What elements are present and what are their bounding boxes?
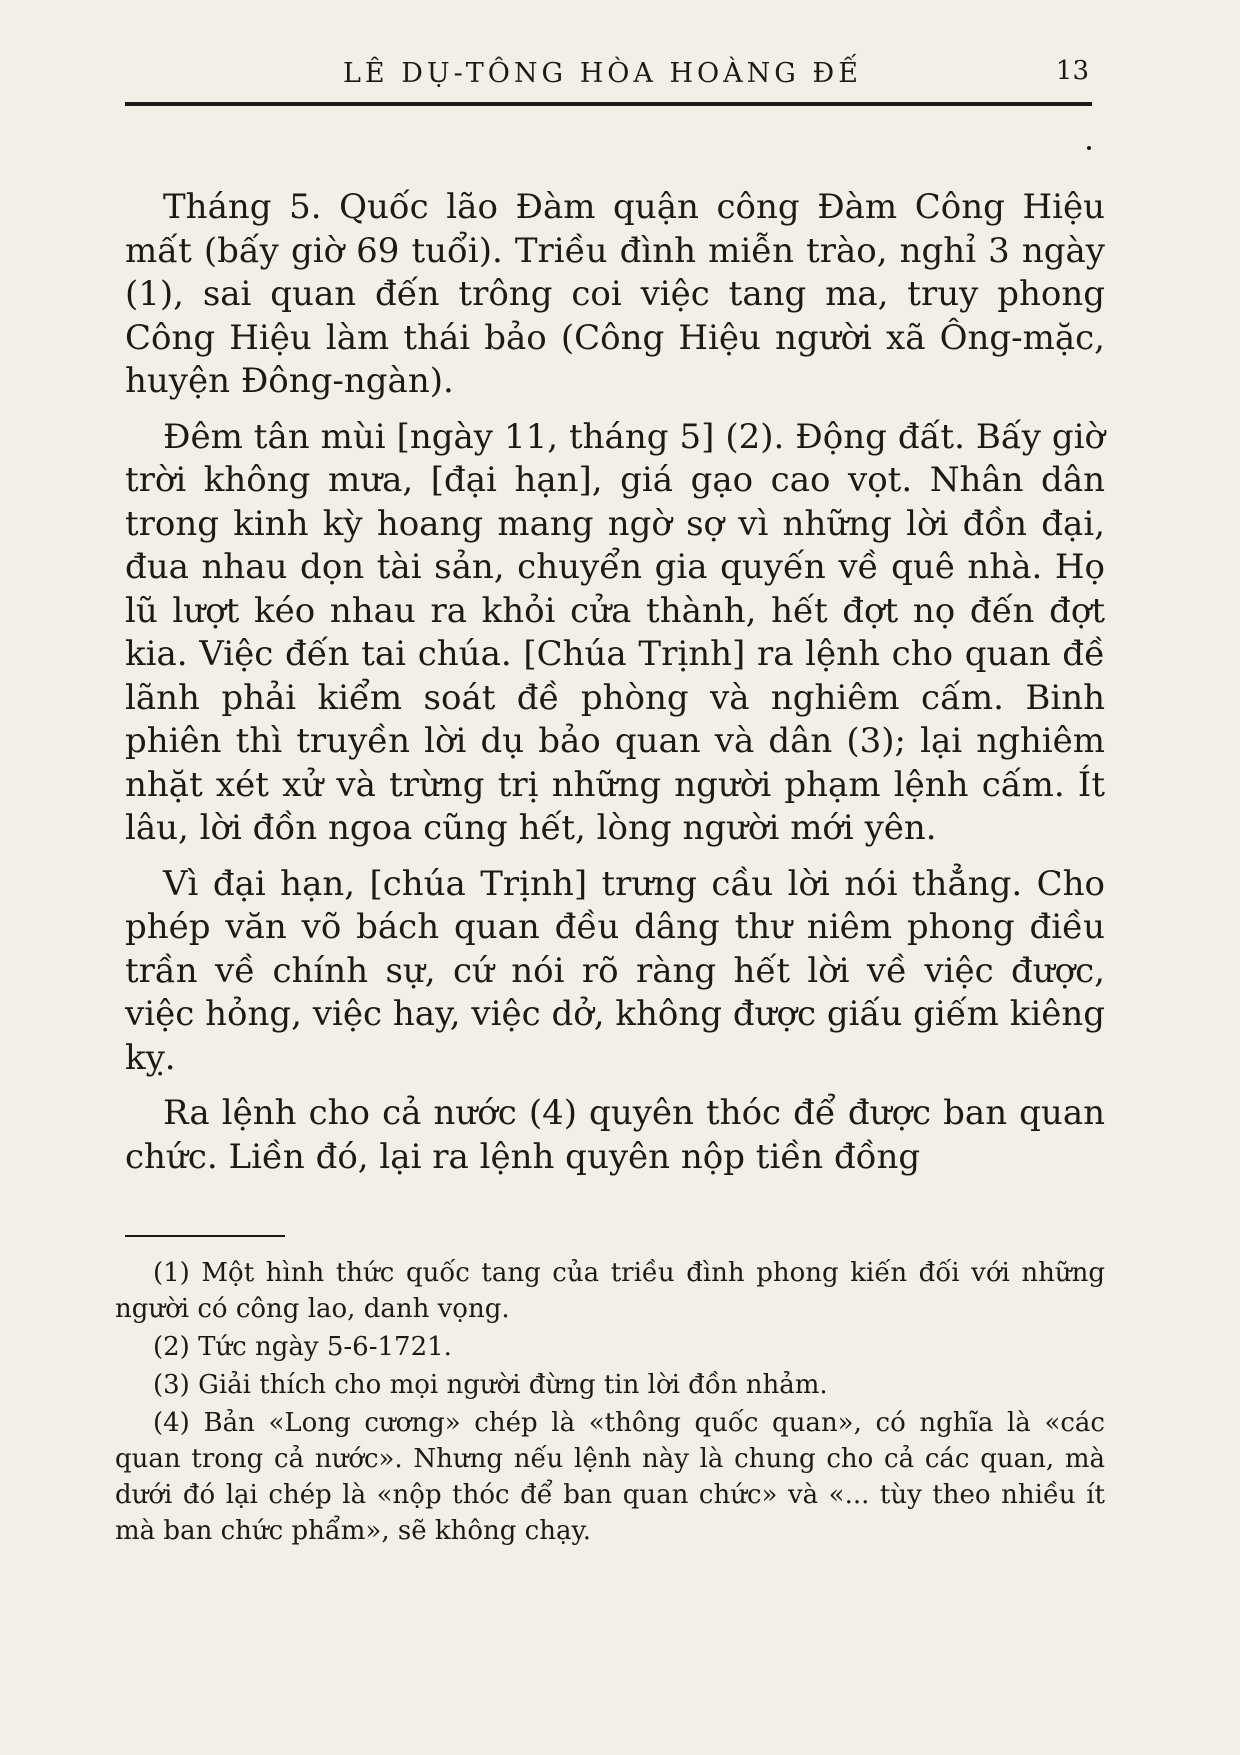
footnote-4: (4) Bản «Long cương» chép là «thông quốc quan», có nghĩa là «các quan trong cả nước». Nhưng nếu lệnh này là chung cho cả các quan, mà dưới đó lại chép là «nộp thóc để ban quan chức» và «... tùy theo nhiều ít mà ban chức phẩm», sẽ không chạy.	[115, 1408, 1105, 1546]
paragraph-1: Tháng 5. Quốc lão Đàm quận công Đàm Công Hiệu mất (bấy giờ 69 tuổi). Triều đình miễn trào, nghỉ 3 ngày (1), sai quan đến trông coi việc tang ma, truy phong Công Hiệu làm thái bảo (Công Hiệu người xã Ông-mặc, huyện Đông-ngàn).	[125, 187, 1105, 401]
paragraph-3: Vì đại hạn, [chúa Trịnh] trưng cầu lời nói thẳng. Cho phép văn võ bách quan đều dâng thư niêm phong điều trần về chính sự, cứ nói rõ ràng hết lời về việc được, việc hỏng, việc hay, việc dở, không được giấu giếm kiêng kỵ.	[125, 863, 1105, 1078]
footnotes	[115, 1255, 1105, 1551]
footnote-2: (2) Tức ngày 5-6-1721.	[153, 1332, 452, 1362]
page-number: 13	[1055, 56, 1089, 86]
ink-dot	[1087, 146, 1091, 150]
header-rule	[125, 102, 1092, 106]
running-title: LÊ DỤ-TÔNG HÒA HOÀNG ĐẾ	[343, 58, 862, 89]
running-head	[125, 54, 1095, 94]
footnote-rule	[125, 1235, 285, 1237]
footnote-3: (3) Giải thích cho mọi người đừng tin lời đồn nhảm.	[153, 1370, 828, 1400]
footnote-1: (1) Một hình thức quốc tang của triều đình phong kiến đối với những người có công lao, danh vọng.	[115, 1258, 1105, 1324]
body-text	[125, 186, 1105, 1191]
paragraph-2: Đêm tân mùi [ngày 11, tháng 5] (2). Động đất. Bấy giờ trời không mưa, [đại hạn], giá gạo cao vọt. Nhân dân trong kinh kỳ hoang mang ngờ sợ vì những lời đồn đại, đua nhau dọn tài sản, chuyển gia quyến về quê nhà. Họ lũ lượt kéo nhau ra khỏi cửa thành, hết đợt nọ đến đợt kia. Việc đến tai chúa. [Chúa Trịnh] ra lệnh cho quan đề lãnh phải kiểm soát đề phòng và nghiêm cấm. Binh phiên thì truyền lời dụ bảo quan và dân (3); lại nghiêm nhặt xét xử và trừng trị những người phạm lệnh cấm. Ít lâu, lời đồn ngoa cũng hết, lòng người mới yên.	[125, 416, 1105, 848]
paragraph-4: Ra lệnh cho cả nước (4) quyên thóc để được ban quan chức. Liền đó, lại ra lệnh quyên nộp tiền đồng	[125, 1093, 1105, 1177]
